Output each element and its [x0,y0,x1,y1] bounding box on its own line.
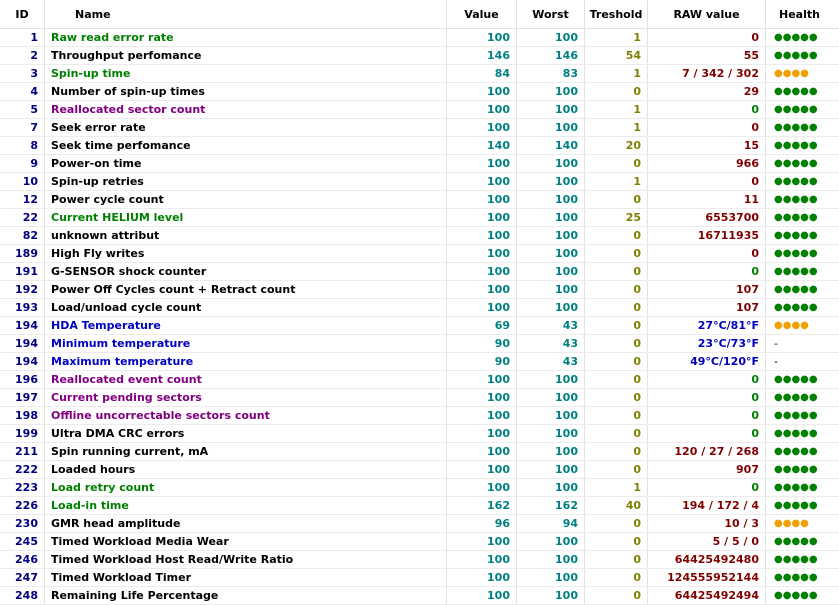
attribute-name: Load-in time [45,497,447,514]
attribute-health: ●●●●● [774,122,818,133]
attribute-health: ●●●●● [774,50,818,61]
attribute-name: Load retry count [45,479,447,496]
attribute-health: ●●●●● [774,230,818,241]
attribute-worst: 100 [517,533,585,550]
attribute-name: Minimum temperature [45,335,447,352]
attribute-threshold: 0 [585,299,648,316]
attribute-id: 223 [0,479,45,496]
attribute-id: 248 [0,587,45,604]
column-header-raw[interactable]: RAW value [648,0,766,28]
table-header [0,0,839,29]
attribute-id: 199 [0,425,45,442]
attribute-id: 22 [0,209,45,226]
table-row[interactable] [0,551,839,569]
attribute-threshold: 0 [585,371,648,388]
attribute-threshold: 0 [585,425,648,442]
attribute-health: ●●●●● [774,464,818,475]
attribute-worst: 100 [517,281,585,298]
attribute-raw-value: 0 [648,101,766,118]
attribute-name: unknown attribut [45,227,447,244]
attribute-name: Timed Workload Timer [45,569,447,586]
attribute-value: 84 [447,65,517,82]
table-row[interactable] [0,479,839,497]
attribute-id: 191 [0,263,45,280]
attribute-threshold: 0 [585,443,648,460]
attribute-worst: 100 [517,101,585,118]
attribute-threshold: 1 [585,173,648,190]
table-row[interactable] [0,587,839,605]
attribute-raw-value: 966 [648,155,766,172]
attribute-threshold: 0 [585,407,648,424]
table-row[interactable] [0,65,839,83]
attribute-health: ●●●●● [774,572,818,583]
table-row[interactable] [0,389,839,407]
attribute-value: 100 [447,101,517,118]
attribute-threshold: 0 [585,83,648,100]
attribute-name: Timed Workload Host Read/Write Ratio [45,551,447,568]
attribute-id: 246 [0,551,45,568]
table-row[interactable] [0,47,839,65]
attribute-threshold: 1 [585,65,648,82]
column-header-value[interactable]: Value [447,0,517,28]
attribute-health: ●●●●● [774,140,818,151]
attribute-raw-value: 0 [648,479,766,496]
attribute-threshold: 0 [585,263,648,280]
attribute-id: 211 [0,443,45,460]
table-row[interactable] [0,353,839,371]
column-header-worst[interactable]: Worst [517,0,585,28]
attribute-raw-value: 64425492494 [648,587,766,604]
attribute-name: Current HELIUM level [45,209,447,226]
attribute-worst: 100 [517,299,585,316]
attribute-id: 8 [0,137,45,154]
attribute-value: 100 [447,479,517,496]
attribute-value: 100 [447,209,517,226]
attribute-health: ●●●●● [774,194,818,205]
table-row[interactable] [0,461,839,479]
attribute-name: Spin-up time [45,65,447,82]
attribute-threshold: 0 [585,191,648,208]
attribute-worst: 146 [517,47,585,64]
attribute-value: 162 [447,497,517,514]
attribute-id: 1 [0,29,45,46]
attribute-worst: 140 [517,137,585,154]
attribute-threshold: 1 [585,119,648,136]
table-row[interactable] [0,425,839,443]
attribute-name: Reallocated event count [45,371,447,388]
attribute-id: 189 [0,245,45,262]
attribute-raw-value: 907 [648,461,766,478]
attribute-raw-value: 16711935 [648,227,766,244]
attribute-threshold: 0 [585,317,648,334]
attribute-worst: 43 [517,353,585,370]
attribute-threshold: 0 [585,515,648,532]
table-row[interactable] [0,209,839,227]
attribute-worst: 100 [517,263,585,280]
attribute-worst: 100 [517,155,585,172]
column-header-threshold[interactable]: Treshold [585,0,648,28]
attribute-health: ●●●●● [774,482,818,493]
attribute-threshold: 54 [585,47,648,64]
attribute-threshold: 1 [585,101,648,118]
attribute-value: 69 [447,317,517,334]
attribute-id: 10 [0,173,45,190]
attribute-value: 96 [447,515,517,532]
attribute-name: Ultra DMA CRC errors [45,425,447,442]
attribute-worst: 94 [517,515,585,532]
attribute-raw-value: 0 [648,119,766,136]
attribute-raw-value: 6553700 [648,209,766,226]
attribute-worst: 100 [517,425,585,442]
attribute-raw-value: 7 / 342 / 302 [648,65,766,82]
attribute-name: Number of spin-up times [45,83,447,100]
table-row[interactable] [0,191,839,209]
attribute-value: 100 [447,407,517,424]
attribute-id: 230 [0,515,45,532]
attribute-value: 100 [447,461,517,478]
attribute-value: 100 [447,173,517,190]
table-row[interactable] [0,245,839,263]
attribute-worst: 100 [517,551,585,568]
attribute-id: 192 [0,281,45,298]
attribute-worst: 100 [517,191,585,208]
attribute-name: GMR head amplitude [45,515,447,532]
attribute-threshold: 20 [585,137,648,154]
attribute-raw-value: 0 [648,263,766,280]
attribute-health: ●●●●● [774,158,818,169]
attribute-id: 198 [0,407,45,424]
table-row[interactable] [0,83,839,101]
attribute-threshold: 0 [585,335,648,352]
attribute-name: High Fly writes [45,245,447,262]
attribute-worst: 100 [517,227,585,244]
attribute-raw-value: 0 [648,29,766,46]
attribute-worst: 43 [517,335,585,352]
attribute-health: ●●●●● [774,554,818,565]
attribute-value: 100 [447,587,517,604]
attribute-name: Load/unload cycle count [45,299,447,316]
attribute-id: 194 [0,353,45,370]
attribute-health: ●●●●● [774,536,818,547]
attribute-id: 3 [0,65,45,82]
attribute-value: 100 [447,245,517,262]
attribute-health: ●●●●● [774,392,818,403]
attribute-health: ●●●●● [774,32,818,43]
column-header-health[interactable]: Health [779,7,820,21]
attribute-health: - [774,337,778,350]
attribute-name: Remaining Life Percentage [45,587,447,604]
attribute-raw-value: 11 [648,191,766,208]
attribute-id: 194 [0,335,45,352]
attribute-worst: 100 [517,479,585,496]
attribute-id: 194 [0,317,45,334]
attribute-name: Spin-up retries [45,173,447,190]
table-row[interactable] [0,533,839,551]
attribute-value: 100 [447,533,517,550]
attribute-raw-value: 29 [648,83,766,100]
attribute-raw-value: 0 [648,425,766,442]
attribute-threshold: 0 [585,389,648,406]
attribute-value: 146 [447,47,517,64]
attribute-threshold: 0 [585,533,648,550]
attribute-health: ●●●●● [774,266,818,277]
attribute-value: 100 [447,191,517,208]
attribute-threshold: 0 [585,461,648,478]
attribute-id: 226 [0,497,45,514]
attribute-threshold: 0 [585,155,648,172]
attribute-raw-value: 0 [648,407,766,424]
attribute-raw-value: 23°C/73°F [648,335,766,352]
attribute-worst: 100 [517,569,585,586]
attribute-name: Power Off Cycles count + Retract count [45,281,447,298]
attribute-value: 100 [447,425,517,442]
attribute-threshold: 0 [585,587,648,604]
attribute-threshold: 0 [585,245,648,262]
table-row[interactable] [0,281,839,299]
attribute-health: ●●●●● [774,212,818,223]
attribute-worst: 100 [517,407,585,424]
attribute-threshold: 0 [585,227,648,244]
attribute-threshold: 25 [585,209,648,226]
attribute-health: ●●●●● [774,428,818,439]
attribute-threshold: 0 [585,551,648,568]
attribute-value: 100 [447,371,517,388]
attribute-name: Loaded hours [45,461,447,478]
attribute-id: 82 [0,227,45,244]
attribute-id: 247 [0,569,45,586]
table-row[interactable] [0,317,839,335]
attribute-raw-value: 55 [648,47,766,64]
table-row[interactable] [0,371,839,389]
attribute-health: ●●●●● [774,410,818,421]
attribute-health: ●●●●● [774,500,818,511]
table-row[interactable] [0,407,839,425]
attribute-value: 100 [447,227,517,244]
attribute-raw-value: 124555952144 [648,569,766,586]
attribute-health: ●●●● [774,320,809,331]
attribute-value: 90 [447,353,517,370]
table-row[interactable] [0,263,839,281]
attribute-raw-value: 120 / 27 / 268 [648,443,766,460]
attribute-health: ●●●●● [774,374,818,385]
attribute-worst: 100 [517,209,585,226]
table-row[interactable] [0,29,839,47]
attribute-raw-value: 107 [648,281,766,298]
attribute-value: 100 [447,569,517,586]
attribute-health: ●●●●● [774,284,818,295]
attribute-name: Power-on time [45,155,447,172]
attribute-raw-value: 0 [648,371,766,388]
attribute-worst: 100 [517,83,585,100]
attribute-name: Raw read error rate [45,29,447,46]
table-body [0,29,839,605]
attribute-worst: 100 [517,119,585,136]
attribute-id: 9 [0,155,45,172]
attribute-worst: 100 [517,173,585,190]
attribute-value: 100 [447,29,517,46]
attribute-name: Seek time perfomance [45,137,447,154]
column-header-name[interactable]: Name [45,0,447,28]
attribute-health: ●●●●● [774,86,818,97]
attribute-worst: 43 [517,317,585,334]
attribute-id: 5 [0,101,45,118]
attribute-raw-value: 107 [648,299,766,316]
attribute-raw-value: 49°C/120°F [648,353,766,370]
attribute-worst: 100 [517,245,585,262]
attribute-worst: 100 [517,461,585,478]
attribute-threshold: 0 [585,569,648,586]
table-row[interactable] [0,299,839,317]
attribute-id: 4 [0,83,45,100]
attribute-worst: 100 [517,443,585,460]
table-row[interactable] [0,155,839,173]
attribute-health: ●●●●● [774,176,818,187]
attribute-health: ●●●●● [774,302,818,313]
attribute-id: 245 [0,533,45,550]
attribute-raw-value: 0 [648,389,766,406]
attribute-health: ●●●● [774,518,809,529]
attribute-name: Maximum temperature [45,353,447,370]
column-header-id[interactable]: ID [0,0,45,28]
attribute-name: Throughput perfomance [45,47,447,64]
attribute-threshold: 0 [585,353,648,370]
attribute-value: 100 [447,155,517,172]
attribute-value: 100 [447,119,517,136]
attribute-health: ●●●●● [774,446,818,457]
attribute-value: 100 [447,443,517,460]
attribute-threshold: 1 [585,479,648,496]
attribute-worst: 83 [517,65,585,82]
attribute-raw-value: 64425492480 [648,551,766,568]
attribute-name: Power cycle count [45,191,447,208]
attribute-name: Current pending sectors [45,389,447,406]
attribute-id: 193 [0,299,45,316]
attribute-health: ●●●●● [774,248,818,259]
attribute-id: 197 [0,389,45,406]
attribute-threshold: 0 [585,281,648,298]
table-row[interactable] [0,335,839,353]
table-row[interactable] [0,137,839,155]
attribute-id: 7 [0,119,45,136]
attribute-name: Offline uncorrectable sectors count [45,407,447,424]
attribute-value: 100 [447,299,517,316]
attribute-worst: 100 [517,371,585,388]
attribute-value: 100 [447,389,517,406]
attribute-threshold: 40 [585,497,648,514]
attribute-health: - [774,355,778,368]
attribute-name: Reallocated sector count [45,101,447,118]
table-row[interactable] [0,569,839,587]
attribute-health: ●●●● [774,68,809,79]
table-row[interactable] [0,173,839,191]
attribute-name: G-SENSOR shock counter [45,263,447,280]
attribute-id: 2 [0,47,45,64]
attribute-raw-value: 27°C/81°F [648,317,766,334]
attribute-health: ●●●●● [774,590,818,601]
table-row[interactable] [0,227,839,245]
attribute-value: 100 [447,83,517,100]
attribute-value: 100 [447,263,517,280]
attribute-worst: 100 [517,29,585,46]
attribute-worst: 100 [517,389,585,406]
attribute-raw-value: 15 [648,137,766,154]
attribute-value: 100 [447,551,517,568]
attribute-worst: 100 [517,587,585,604]
attribute-name: HDA Temperature [45,317,447,334]
attribute-id: 12 [0,191,45,208]
table-row[interactable] [0,497,839,515]
attribute-name: Timed Workload Media Wear [45,533,447,550]
attribute-raw-value: 10 / 3 [648,515,766,532]
table-row[interactable] [0,101,839,119]
attribute-value: 90 [447,335,517,352]
attribute-name: Spin running current, mA [45,443,447,460]
attribute-raw-value: 194 / 172 / 4 [648,497,766,514]
attribute-threshold: 1 [585,29,648,46]
attribute-raw-value: 5 / 5 / 0 [648,533,766,550]
attribute-worst: 162 [517,497,585,514]
attribute-health: ●●●●● [774,104,818,115]
attribute-value: 140 [447,137,517,154]
attribute-id: 196 [0,371,45,388]
attribute-value: 100 [447,281,517,298]
table-row[interactable] [0,515,839,533]
table-row[interactable] [0,119,839,137]
attribute-name: Seek error rate [45,119,447,136]
attribute-id: 222 [0,461,45,478]
attribute-raw-value: 0 [648,173,766,190]
attribute-raw-value: 0 [648,245,766,262]
table-row[interactable] [0,443,839,461]
